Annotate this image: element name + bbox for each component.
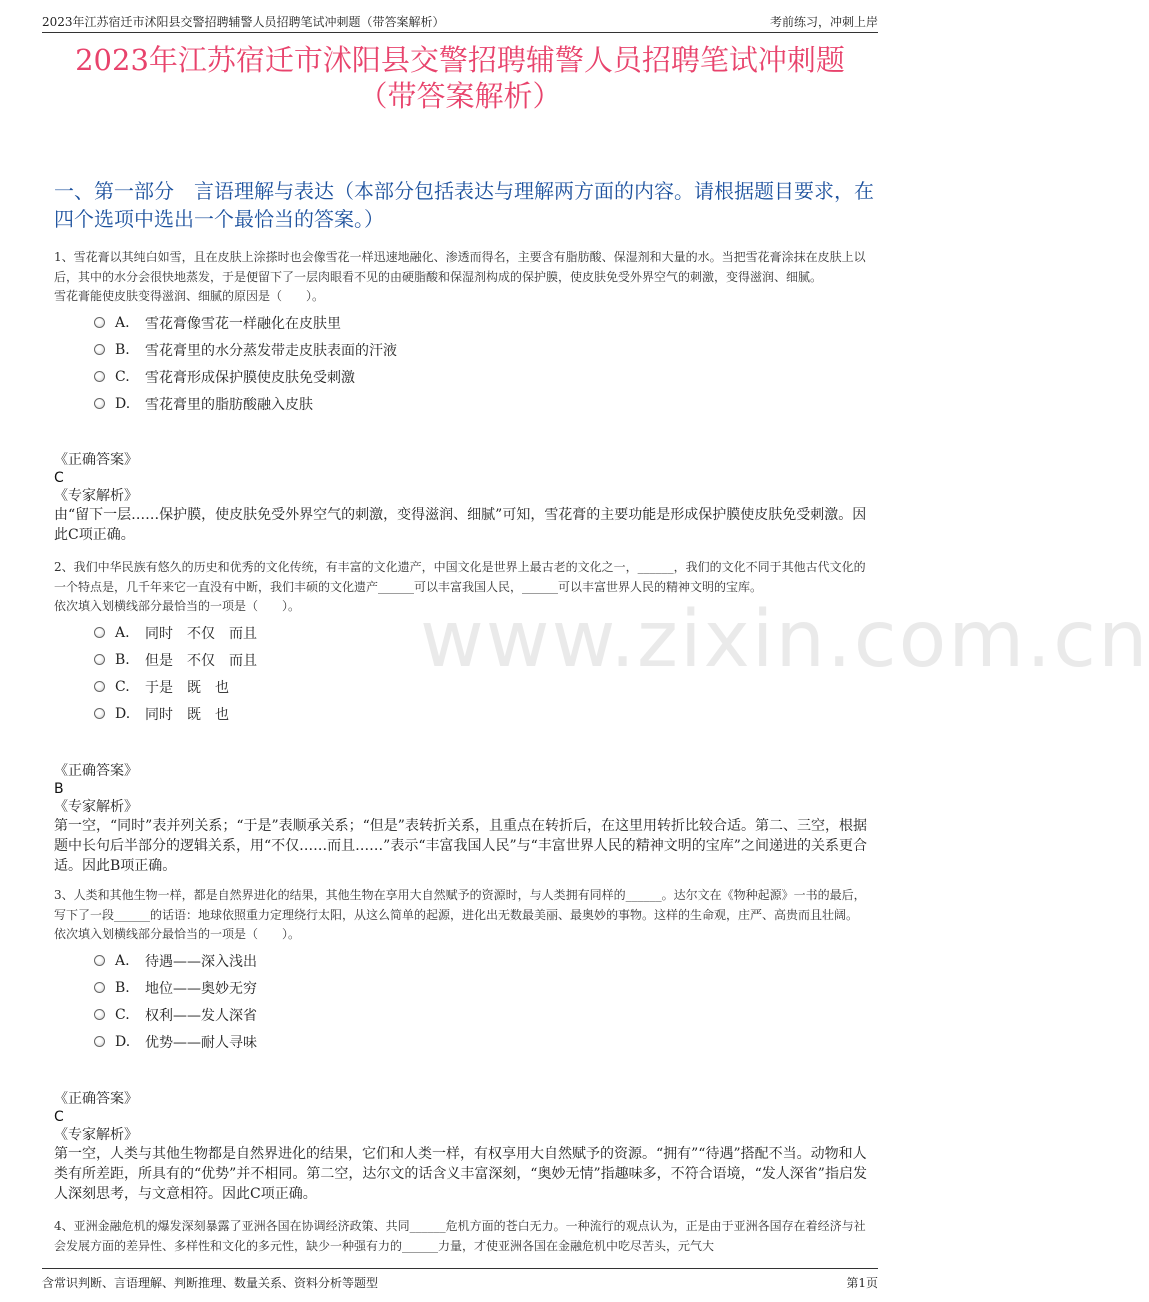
option-d[interactable]: D. 优势——耐人寻味	[94, 1028, 876, 1055]
header-slogan: 考前练习，冲刺上岸	[769, 15, 878, 29]
answer-value: C	[54, 1109, 64, 1125]
answer-block-2	[54, 762, 876, 876]
radio-icon[interactable]	[94, 708, 105, 719]
option-b[interactable]: B. 雪花膏里的水分蒸发带走皮肤表面的汗液	[94, 336, 876, 363]
answer-block-3	[54, 1090, 876, 1204]
answer-label: 《正确答案》	[54, 452, 138, 468]
option-d[interactable]: D. 同时 既 也	[94, 700, 876, 727]
header-doc-title: 2023年江苏宿迁市沭阳县交警招聘辅警人员招聘笔试冲刺题（带答案解析）	[42, 15, 445, 29]
radio-icon[interactable]	[94, 654, 105, 665]
question-prompt: 雪花膏能使皮肤变得滋润、细腻的原因是（ ）。	[54, 289, 325, 303]
option-b[interactable]: B. 但是 不仅 而且	[94, 646, 876, 673]
question-stem: 4、亚洲金融危机的爆发深刻暴露了亚洲各国在协调经济政策、共同______危机方面的苍白无力。一种流行的观点认为，正是由于亚洲各国存在着经济与社会发展方面的差异性、多样性和文化的多元性，缺少一种强有力的______力量，才使亚洲各国在金融危机中吃尽苦头，元气大	[54, 1219, 866, 1253]
expert-label: 《专家解析》	[54, 1127, 138, 1143]
radio-icon[interactable]	[94, 317, 105, 328]
option-list	[94, 309, 876, 417]
option-c[interactable]: C. 权利——发人深省	[94, 1001, 876, 1028]
option-a[interactable]: A. 待遇——深入浅出	[94, 947, 876, 974]
option-list	[94, 619, 876, 727]
question-4	[54, 1216, 876, 1256]
question-prompt: 依次填入划横线部分最恰当的一项是（ ）。	[54, 927, 301, 941]
radio-icon[interactable]	[94, 1036, 105, 1047]
question-stem: 2、我们中华民族有悠久的历史和优秀的文化传统，有丰富的文化遗产，中国文化是世界上最古老的文化之一，______，我们的文化不同于其他古代文化的一个特点是，几千年来它一直没有中断，我们丰硕的文化遗产______可以丰富我国人民，______可以丰富世界人民的精神文明的宝库。	[54, 560, 866, 594]
answer-block-1	[54, 451, 876, 545]
page-header	[42, 10, 878, 33]
explanation: 第一空，人类与其他生物都是自然界进化的结果，它们和人类一样，有权享用大自然赋予的资源。“拥有”“待遇”搭配不当。动物和人类有所差距，所具有的“优势”并不相同。第二空，达尔文的话含义丰富深刻，“奥妙无情”指趣味多，不符合语境，“发人深省”指启发人深刻思考，与文意相符。因此C项正确。	[54, 1146, 867, 1202]
explanation: 由“留下一层……保护膜，使皮肤免受外界空气的刺激，变得滋润、细腻”可知，雪花膏的主要功能是形成保护膜使皮肤免受刺激。因此C项正确。	[54, 507, 867, 543]
page-number: 第1页	[846, 1275, 878, 1290]
option-c[interactable]: C. 于是 既 也	[94, 673, 876, 700]
radio-icon[interactable]	[94, 344, 105, 355]
radio-icon[interactable]	[94, 1009, 105, 1020]
option-d[interactable]: D. 雪花膏里的脂肪酸融入皮肤	[94, 390, 876, 417]
answer-label: 《正确答案》	[54, 1091, 138, 1107]
question-prompt: 依次填入划横线部分最恰当的一项是（ ）。	[54, 599, 301, 613]
question-3	[54, 885, 876, 1055]
title-line-2: （带答案解析）	[358, 79, 562, 113]
option-a[interactable]: A. 同时 不仅 而且	[94, 619, 876, 646]
watermark: www.zixin.com.cn	[420, 595, 1149, 685]
radio-icon[interactable]	[94, 681, 105, 692]
expert-label: 《专家解析》	[54, 799, 138, 815]
answer-value: B	[54, 781, 64, 797]
radio-icon[interactable]	[94, 398, 105, 409]
option-b[interactable]: B. 地位——奥妙无穷	[94, 974, 876, 1001]
radio-icon[interactable]	[94, 955, 105, 966]
explanation: 第一空，“同时”表并列关系；“于是”表顺承关系；“但是”表转折关系，且重点在转折后，在这里用转折比较合适。第二、三空，根据题中长句后半部分的逻辑关系，用“不仅……而且……”表示“丰富我国人民”与“丰富世界人民的精神文明的宝库”之间递进的关系更合适。因此B项正确。	[54, 818, 867, 874]
footer-description: 含常识判断、言语理解、判断推理、数量关系、资料分析等题型	[42, 1275, 379, 1290]
answer-label: 《正确答案》	[54, 763, 138, 779]
question-2	[54, 557, 876, 727]
option-c[interactable]: C. 雪花膏形成保护膜使皮肤免受刺激	[94, 363, 876, 390]
title-line-1: 2023年江苏宿迁市沭阳县交警招聘辅警人员招聘笔试冲刺题	[75, 43, 845, 77]
page-title	[40, 42, 880, 114]
radio-icon[interactable]	[94, 627, 105, 638]
expert-label: 《专家解析》	[54, 488, 138, 504]
answer-value: C	[54, 470, 64, 486]
section-heading: 一、第一部分 言语理解与表达（本部分包括表达与理解两方面的内容。请根据题目要求，在四个选项中选出一个最恰当的答案。）	[54, 179, 874, 231]
question-stem: 1、雪花膏以其纯白如雪，且在皮肤上涂搽时也会像雪花一样迅速地融化、渗透而得名，主要含有脂肪酸、保湿剂和大量的水。当把雪花膏涂抹在皮肤上以后，其中的水分会很快地蒸发，于是便留下了一层肉眼看不见的由硬脂酸和保湿剂构成的保护膜，使皮肤免受外界空气的刺激，变得滋润、细腻。	[54, 250, 866, 284]
page-footer	[42, 1268, 878, 1292]
radio-icon[interactable]	[94, 982, 105, 993]
option-list	[94, 947, 876, 1055]
radio-icon[interactable]	[94, 371, 105, 382]
question-stem: 3、人类和其他生物一样，都是自然界进化的结果，其他生物在享用大自然赋予的资源时，与人类拥有同样的______。达尔文在《物种起源》一书的最后，写下了一段______的话语：地球依照重力定理绕行太阳，从这么简单的起源，进化出无数最美丽、最奥妙的事物。这样的生命观，庄严、高贵而且壮阔。	[54, 888, 866, 922]
question-1	[54, 247, 876, 417]
option-a[interactable]: A. 雪花膏像雪花一样融化在皮肤里	[94, 309, 876, 336]
